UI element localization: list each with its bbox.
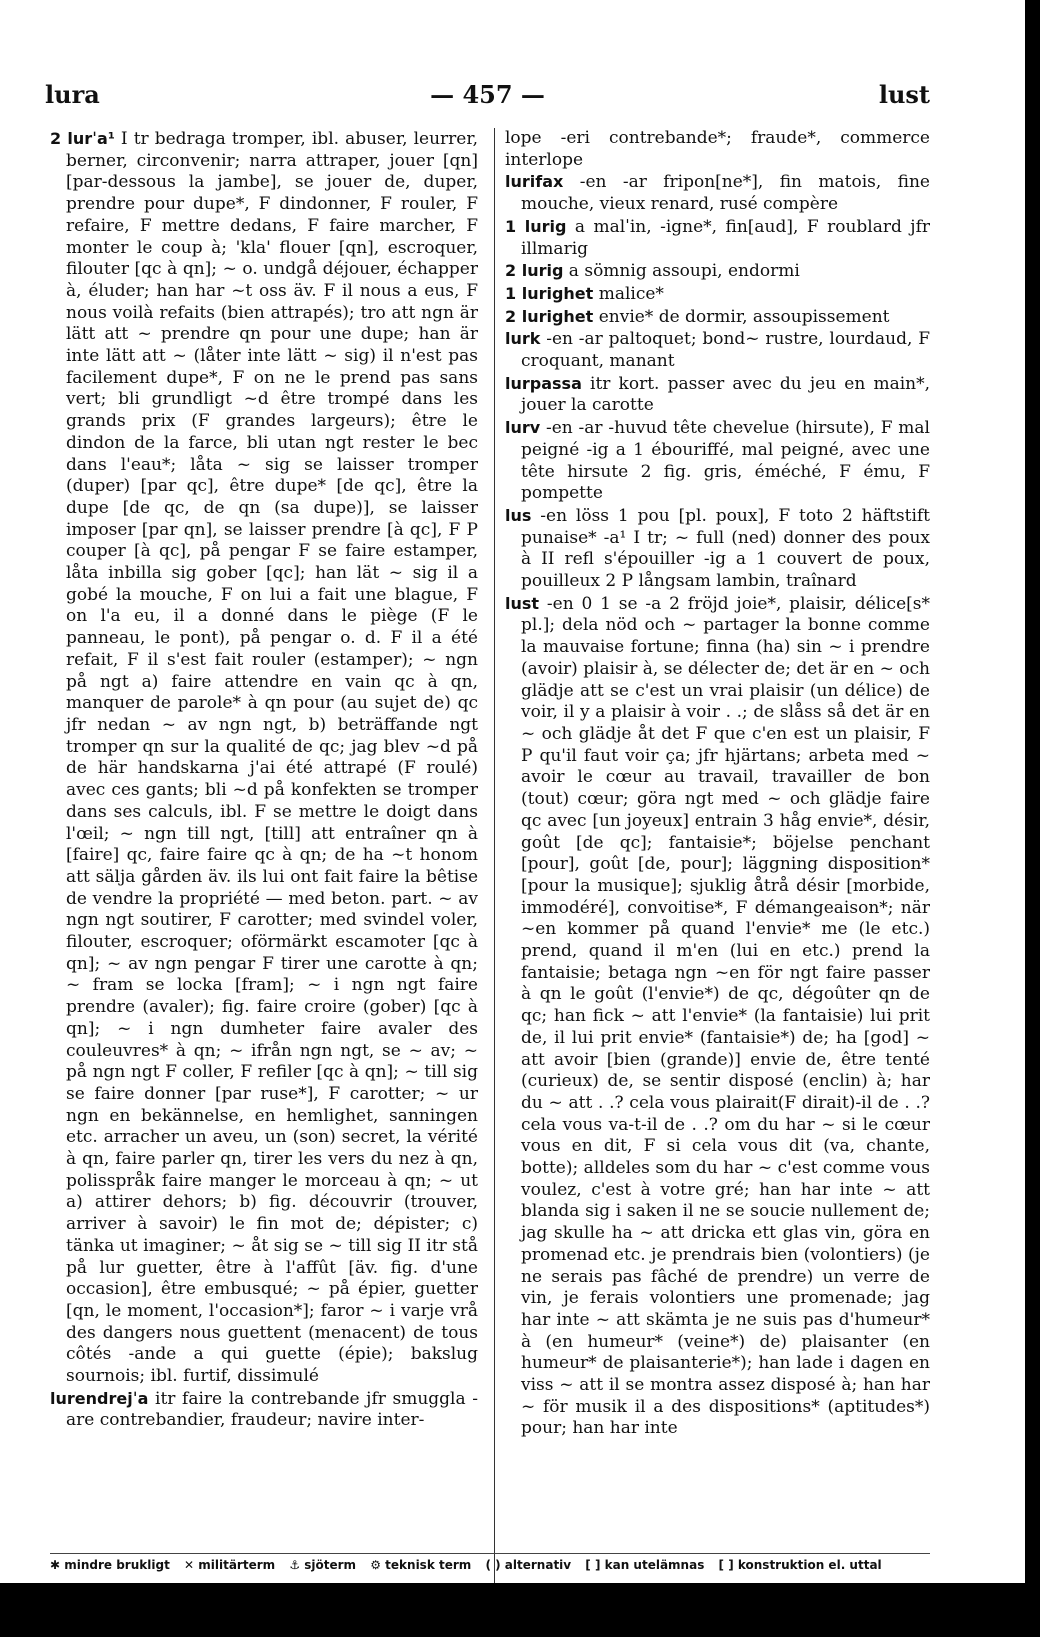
entry-body: itr kort. passer avec du jeu en main*, jouer la carotte bbox=[521, 373, 930, 416]
entry-headword: 1 lurig bbox=[505, 216, 567, 236]
entry-headword: lurifax bbox=[505, 172, 564, 192]
header-left-guideword: lura bbox=[45, 80, 100, 109]
entry-body: I tr bedraga tromper, ibl. abuser, leurrer, berner, circonvenir; narra attraper, jouer [qn] [par-dessous la jambe], se jouer de, duper, prendre pour dupe*, F dindonner, F rouler, F refaire, F mettre dedans, F faire marcher, F monter le coup à; 'kla' flouer [qn], escroquer, filouter [qc à qn]; ~ o. undgå déjouer, échapper à, éluder; han har ~t oss äv. F il nous a eus, F nous voilà refaits (bien attrapés); tro att ngn är lätt att ~ prendre qn pour une dupe; han är inte lätt att ~ (låter inte lätt ~ sig) il n'est pas facilement dupe*, F on ne le prend pas sans vert; bli grundligt ~d être trompé dans les grands prix (F grandes largeurs); être le dindon de la farce, bli utan ngt rester le bec dans l'eau*; låta ~ sig se laisser tromper (duper) [par qc], être dupe* [de qc], être la dupe [de qc, de qn (sa dupe)], se laisser imposer [par qn], se laisser prendre [à qc], F P couper [à qc], på pengar F se faire estamper, låta inbilla sig gober [qc]; han lät ~ sig il a gobé la mouche, F on lui a fait une blague, F on l'a eu, il a donné dans le piège (F le panneau, le pont), på pengar o. d. F il a été refait, F il s'est fait rouler (estamper); ~ ngn på ngt a) faire attendre en vain qc à qn, manquer de parole* à qn pour (au sujet de) qc jfr nedan ~ av ngn ngt, b) beträffande ngt tromper qn sur la qualité de qc; jag blev ~d på de här handskarna j'ai été attrapé (F roulé) avec ces gants; bli ~d på konfekten se tromper dans ses calculs, ibl. F se mettre le doigt dans l'œil; ~ ngn till ngt, [till] att entraîner qn à [faire] qc, faire faire qc à qn; de ha ~t honom att sälja gården äv. ils lui ont fait faire la bêtise de vendre la propriété — med beton. part. ~ av ngn ngt soutirer, F carotter; med svindel voler, filouter, escroquer; oförmärkt escamoter [qc à qn]; ~ av ngn pengar F tirer une carotte à qn; ~ fram se locka [fram]; ~ i ngn ngt faire prendre (avaler); fig. faire croire (gober) [qc à qn]; ~ i ngn dumheter faire avaler des couleuvres* à qn; ~ ifrån ngn ngt, se ~ av; ~ på ngn ngt F coller, F refiler [qc à qn]; ~ till sig se faire donner [par ruse*], F carotter; ~ ur ngn en bekännelse, en hemlighet, sanningen etc. arracher un aveu, un (son) secret, la vérité à qn, faire parler qn, tirer les vers du nez à qn, polisspråk faire manger le morceau à qn; ~ ut a) attirer dehors; b) fig. découvrir (trouver, arriver à savoir) le fin mot de; dépister; c) tänka ut imaginer; ~ åt sig se ~ till sig II itr stå på lur guetter, être à l'affût [äv. fig. d'une occasion], être embusqué; ~ på épier, guetter [qn, le moment, l'occasion*]; faror ~ i varje vrå des dangers nous guettent (menacent) de tous côtés -ande a qui guette (épie); bakslug sournois; ibl. furtif, dissimulé bbox=[66, 129, 478, 1387]
entry bbox=[505, 505, 930, 593]
legend-item: ( ) alternativ bbox=[485, 1558, 572, 1572]
header-right-guideword: lust bbox=[878, 80, 930, 109]
entry bbox=[50, 1388, 478, 1432]
entry-headword: lus bbox=[505, 505, 532, 525]
entry-body: envie* de dormir, assoupissement bbox=[593, 306, 890, 327]
legend-item: ⚓ sjöterm bbox=[289, 1558, 357, 1572]
entry-headword: 2 lurighet bbox=[505, 306, 594, 326]
page-number: — 457 — bbox=[430, 80, 545, 109]
symbol-legend bbox=[50, 1553, 930, 1572]
entry-continuation bbox=[505, 128, 930, 171]
entry bbox=[505, 306, 930, 329]
entry-body: itr faire la contrebande jfr smuggla -are contrebandier, fraudeur; navire inter- bbox=[66, 1388, 478, 1431]
entry-body: malice* bbox=[593, 283, 664, 304]
entry-body: -en löss 1 pou [pl. poux], F toto 2 häftstift punaise* -a¹ I tr; ~ full (ned) donner des poux à II refl s'épouiller -ig a 1 couvert de poux, pouilleux 2 P långsam lambin, traînard bbox=[521, 505, 930, 592]
right-column bbox=[505, 128, 930, 1440]
entry-headword: 2 lurig bbox=[505, 261, 564, 281]
entry-body: a sömnig assoupi, endormi bbox=[563, 261, 800, 282]
entry-body: -en -ar fripon[ne*], fin matois, fine mouche, vieux renard, rusé compère bbox=[521, 172, 930, 215]
entry bbox=[505, 216, 930, 260]
entry-headword: lurv bbox=[505, 418, 541, 438]
entry bbox=[505, 328, 930, 372]
entry bbox=[505, 593, 930, 1440]
legend-item: [ ] kan utelämnas bbox=[585, 1558, 705, 1572]
entry bbox=[505, 373, 930, 417]
column-divider bbox=[494, 128, 495, 1583]
entry bbox=[505, 283, 930, 306]
entry-headword: lust bbox=[505, 593, 540, 613]
entry-body: -en 0 1 se -a 2 fröjd joie*, plaisir, délice[s* pl.]; dela nöd och ~ partager la bonne comme la mauvaise fortune; finna (ha) sin ~ i prendre (avoir) plaisir à, se délecter de; det är en ~ och glädje att se c'est un vrai plaisir (un délice) de voir, il y a plaisir à voir . .; de slåss så det är en ~ och glädje åt det F que c'en est un plaisir, F P qu'il faut voir ça; jfr hjärtans; arbeta med ~ avoir le cœur au travail, travailler de bon (tout) cœur; göra ngt med ~ och glädje faire qc avec [un joyeux] entrain 3 håg envie*, désir, goût [de qc]; fantaisie*; böjelse penchant [pour], goût [de, pour]; läggning disposition* [pour la musique]; sjuklig åtrå désir [morbide, immodéré], convoitise*, F démangeaison*; när ~en kommer på quand l'envie* me (le etc.) prend, quand il m'en (lui en etc.) prend la fantaisie; betaga ngn ~en för ngt faire passer à qn le goût (l'envie*) de qc, dégoûter qn de qc; han fick ~ att l'envie* (la fantaisie) lui prit de, il lui prit envie* (fantaisie*) de; ha [god] ~ att avoir [bien (grande)] envie de, être tenté (curieux) de, se sentir disposé (enclin) à; har du ~ att . .? cela vous plairait(F dirait)-il de . .? cela vous va-t-il de . .? om du har ~ si le cœur vous en dit, F si cela vous dit (va, chante, botte); alldeles som du har ~ c'est comme vous voulez, c'est à votre gré; han har inte ~ att blanda sig i saken il ne se soucie nullement de; jag skulle ha ~ att dricka ett glas vin, göra en promenad etc. je prendrais bien (volontiers) (je ne serais pas fâché de prendre) un verre de vin, je ferais volontiers une promenade; jag har inte ~ att skämta je ne suis pas d'humeur* à (en humeur* (veine*) de) plaisanter (en humeur* de plaisanterie*); han lade i dagen en viss ~ att il se montra assez disposé à; han har ~ för musik il a des dispositions* (aptitudes*) pour; han har inte bbox=[521, 593, 930, 1439]
entry-headword: lurpassa bbox=[505, 373, 582, 393]
page-header bbox=[45, 80, 930, 120]
left-column bbox=[50, 128, 478, 1432]
legend-item: ✱ mindre brukligt bbox=[50, 1558, 170, 1572]
entry bbox=[505, 171, 930, 215]
entry-headword: lurk bbox=[505, 329, 541, 349]
entry-headword: 1 lurighet bbox=[505, 283, 594, 303]
legend-item: ✕ militärterm bbox=[184, 1558, 276, 1572]
entry-headword: lurendrejˈa bbox=[50, 1388, 149, 1408]
entry-body: -en -ar -huvud tête chevelue (hirsute), F mal peigné -ig a 1 ébouriffé, mal peigné, avec une tête hirsute 2 fig. gris, éméché, F ému, F pompette bbox=[521, 418, 930, 504]
entry bbox=[505, 417, 930, 505]
entry-body: a malˈin, -igne*, fin[aud], F roublard jfr illmarig bbox=[521, 216, 931, 259]
entry-body: lope -eri contrebande*; fraude*, commerce interlope bbox=[505, 128, 930, 170]
legend-item: ⚙ teknisk term bbox=[370, 1558, 472, 1572]
entry bbox=[505, 260, 930, 283]
legend-item: [ ] konstruktion el. uttal bbox=[718, 1558, 882, 1572]
entry-body: -en -ar paltoquet; bond~ rustre, lourdaud, F croquant, manant bbox=[521, 329, 930, 372]
entry-headword: 2 lurˈa¹ bbox=[50, 129, 115, 148]
entry bbox=[50, 128, 478, 1388]
